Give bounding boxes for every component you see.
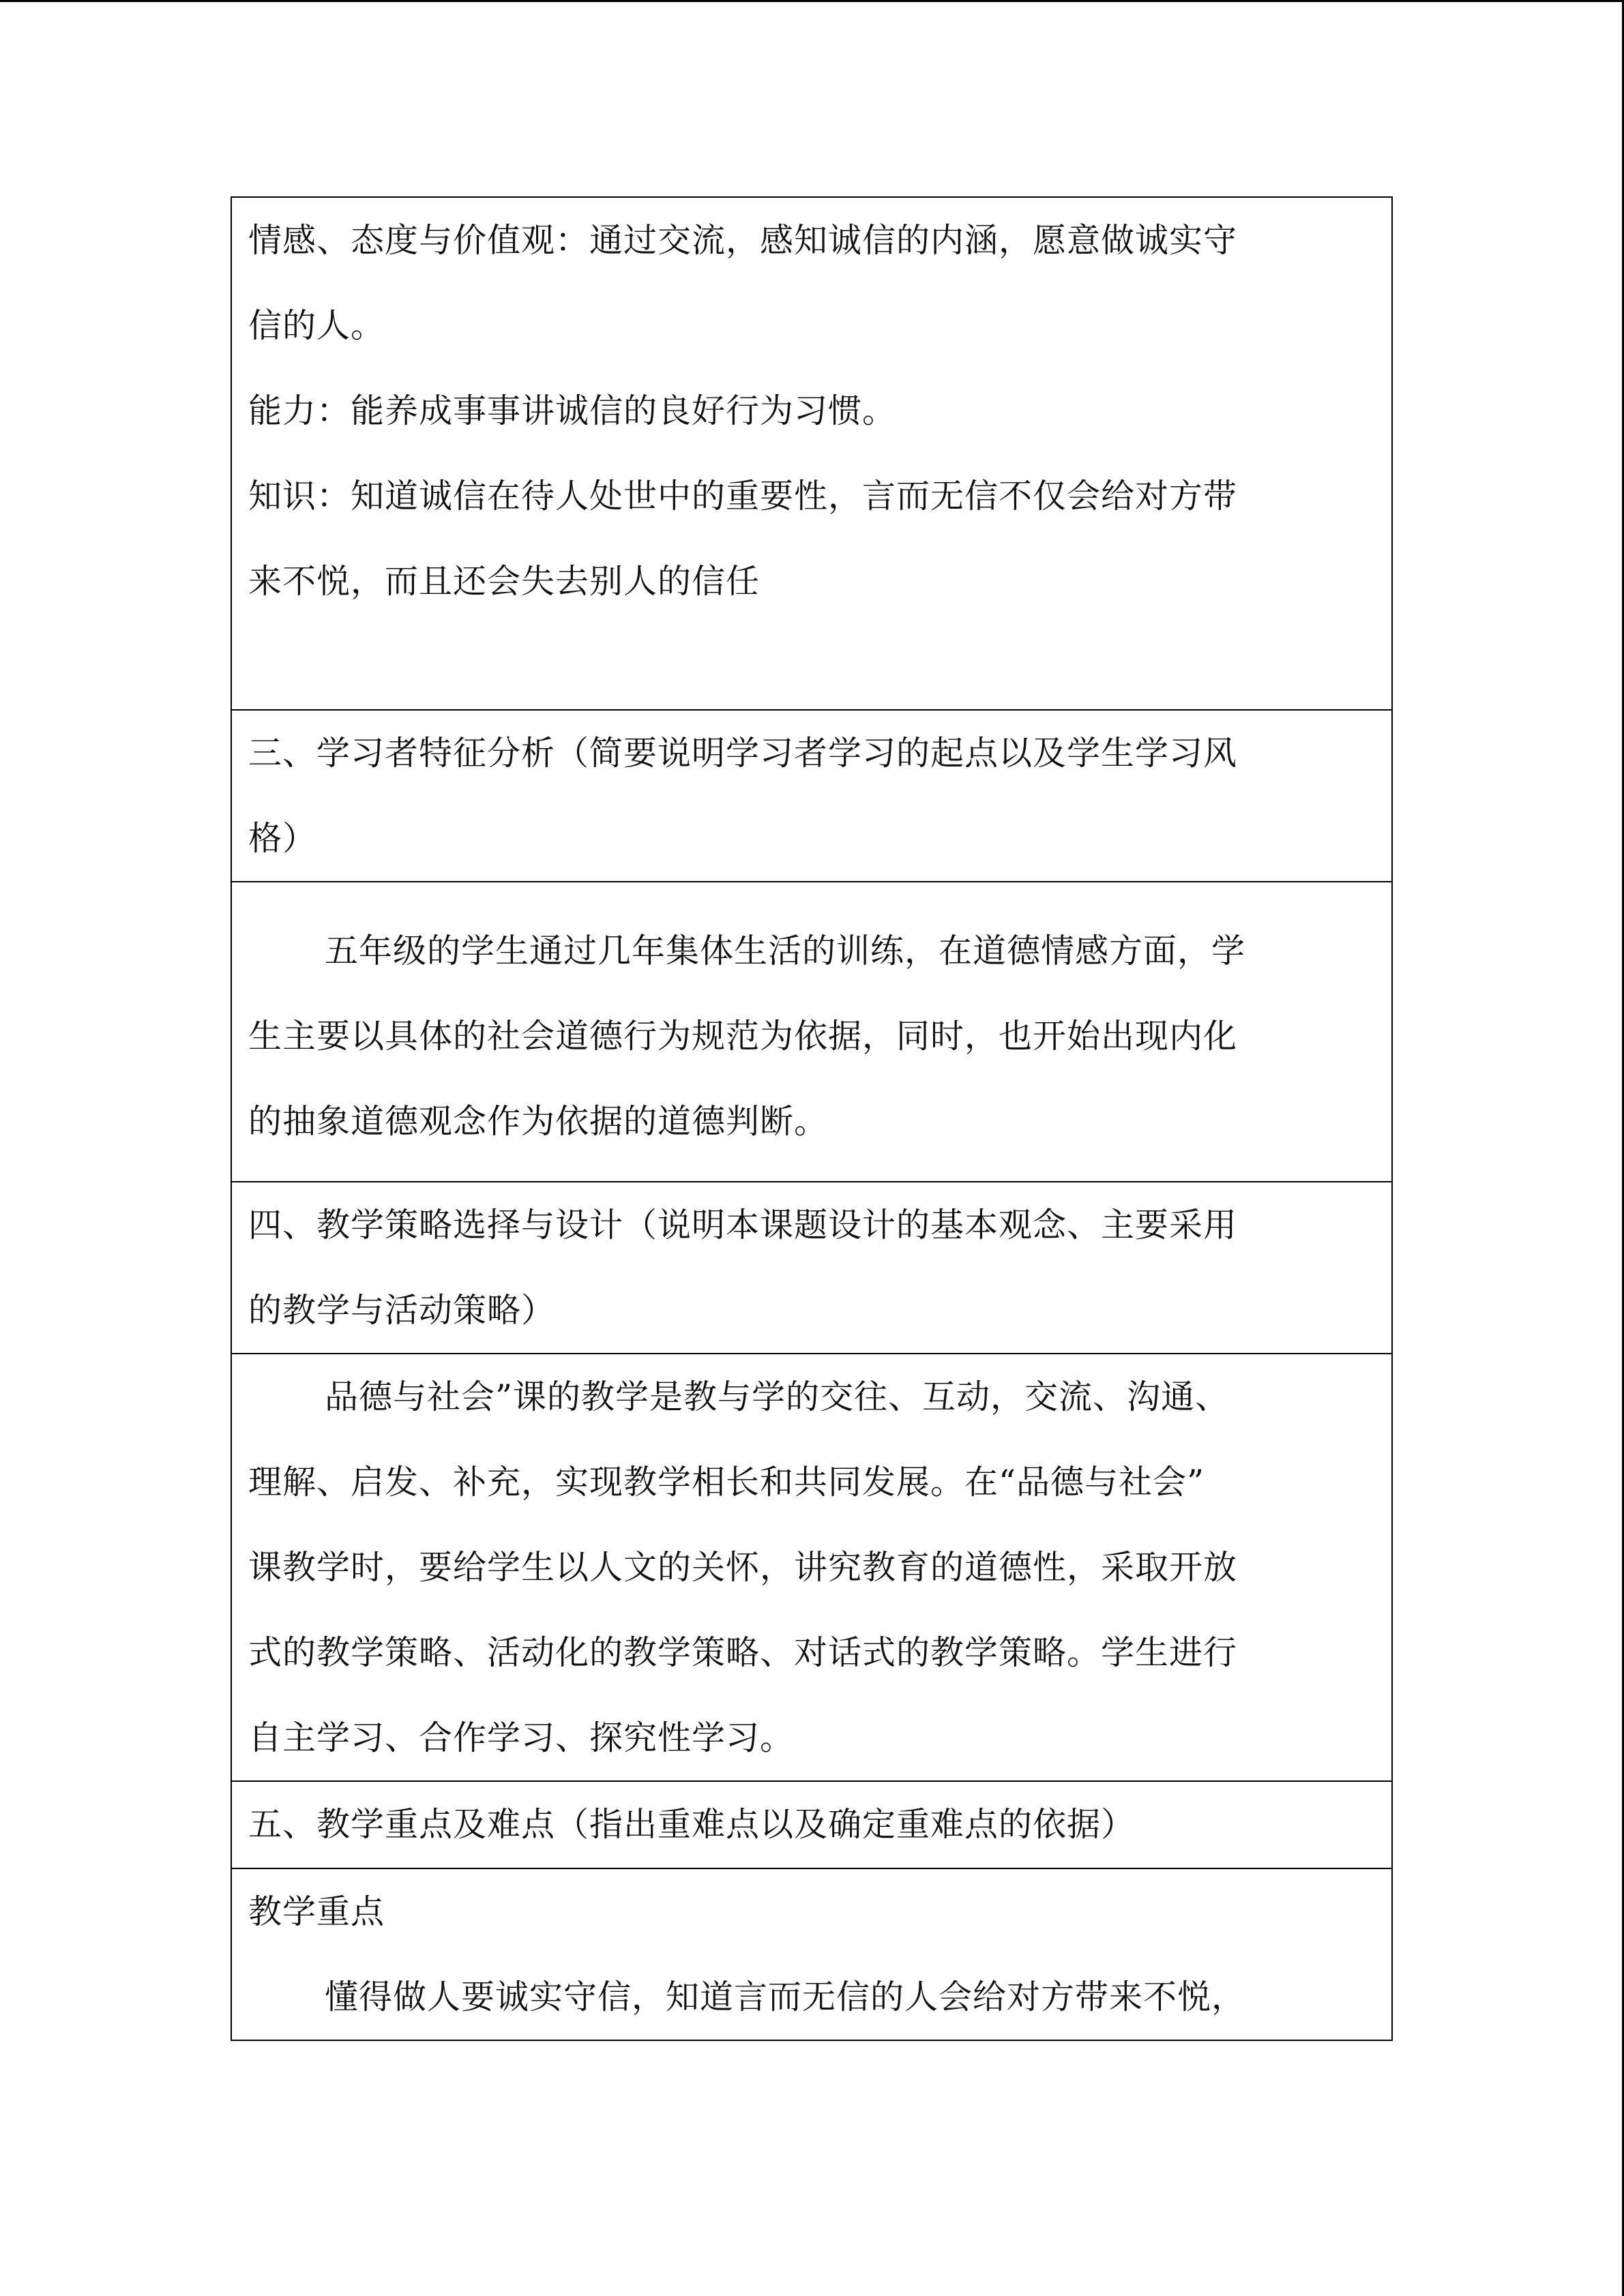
section3-body-line3: 的抽象道德观念作为依据的道德判断。	[248, 1102, 829, 1141]
section4-heading-line1: 四、教学策略选择与设计（说明本课题设计的基本观念、主要采用	[248, 1206, 1238, 1244]
knowledge-objective-line2: 来不悦，而且还会失去别人的信任	[248, 562, 761, 601]
section4-heading-cell	[232, 1182, 1391, 1354]
lesson-plan-table	[231, 196, 1393, 2041]
section3-body-cell	[232, 882, 1391, 1182]
page-border-top	[0, 0, 1624, 2]
section4-body-line1: 品德与社会”课的教学是教与学的交往、互动，交流、沟通、	[325, 1377, 1230, 1416]
section5-heading: 五、教学重点及难点（指出重难点以及确定重难点的依据）	[248, 1805, 1136, 1844]
section4-body-cell	[232, 1354, 1391, 1782]
section4-heading-line2: 的教学与活动策略）	[248, 1291, 556, 1330]
section3-body-line2: 生主要以具体的社会道德行为规范为依据，同时，也开始出现内化	[248, 1017, 1238, 1056]
section4-body-line4: 式的教学策略、活动化的教学策略、对话式的教学策略。学生进行	[248, 1633, 1238, 1672]
section4-body-line3: 课教学时，要给学生以人文的关怀，讲究教育的道德性，采取开放	[248, 1548, 1238, 1587]
section4-body-line5: 自主学习、合作学习、探究性学习。	[248, 1718, 795, 1757]
objectives-cell	[232, 198, 1391, 711]
key-point-body: 懂得做人要诚实守信，知道言而无信的人会给对方带来不悦，	[325, 1978, 1246, 2016]
section3-heading-line1: 三、学习者特征分析（简要说明学习者学习的起点以及学生学习风	[248, 734, 1238, 773]
section5-heading-cell	[232, 1782, 1391, 1869]
section3-body-line1: 五年级的学生通过几年集体生活的训练，在道德情感方面，学	[325, 931, 1246, 970]
knowledge-objective-line1: 知识：知道诚信在待人处世中的重要性，言而无信不仅会给对方带	[248, 477, 1238, 516]
section4-body-line2: 理解、启发、补充，实现教学相长和共同发展。在“品德与社会”	[248, 1463, 1205, 1502]
key-point-label: 教学重点	[248, 1892, 385, 1931]
ability-objective: 能力：能养成事事讲诚信的良好行为习惯。	[248, 391, 897, 430]
emotion-objective-line1: 情感、态度与价值观：通过交流，感知诚信的内涵，愿意做诚实守	[248, 221, 1238, 260]
emotion-objective-line2: 信的人。	[248, 306, 385, 345]
section3-heading-cell	[232, 711, 1391, 882]
section3-heading-line2: 格）	[248, 819, 317, 858]
section5-body-cell	[232, 1869, 1391, 2040]
